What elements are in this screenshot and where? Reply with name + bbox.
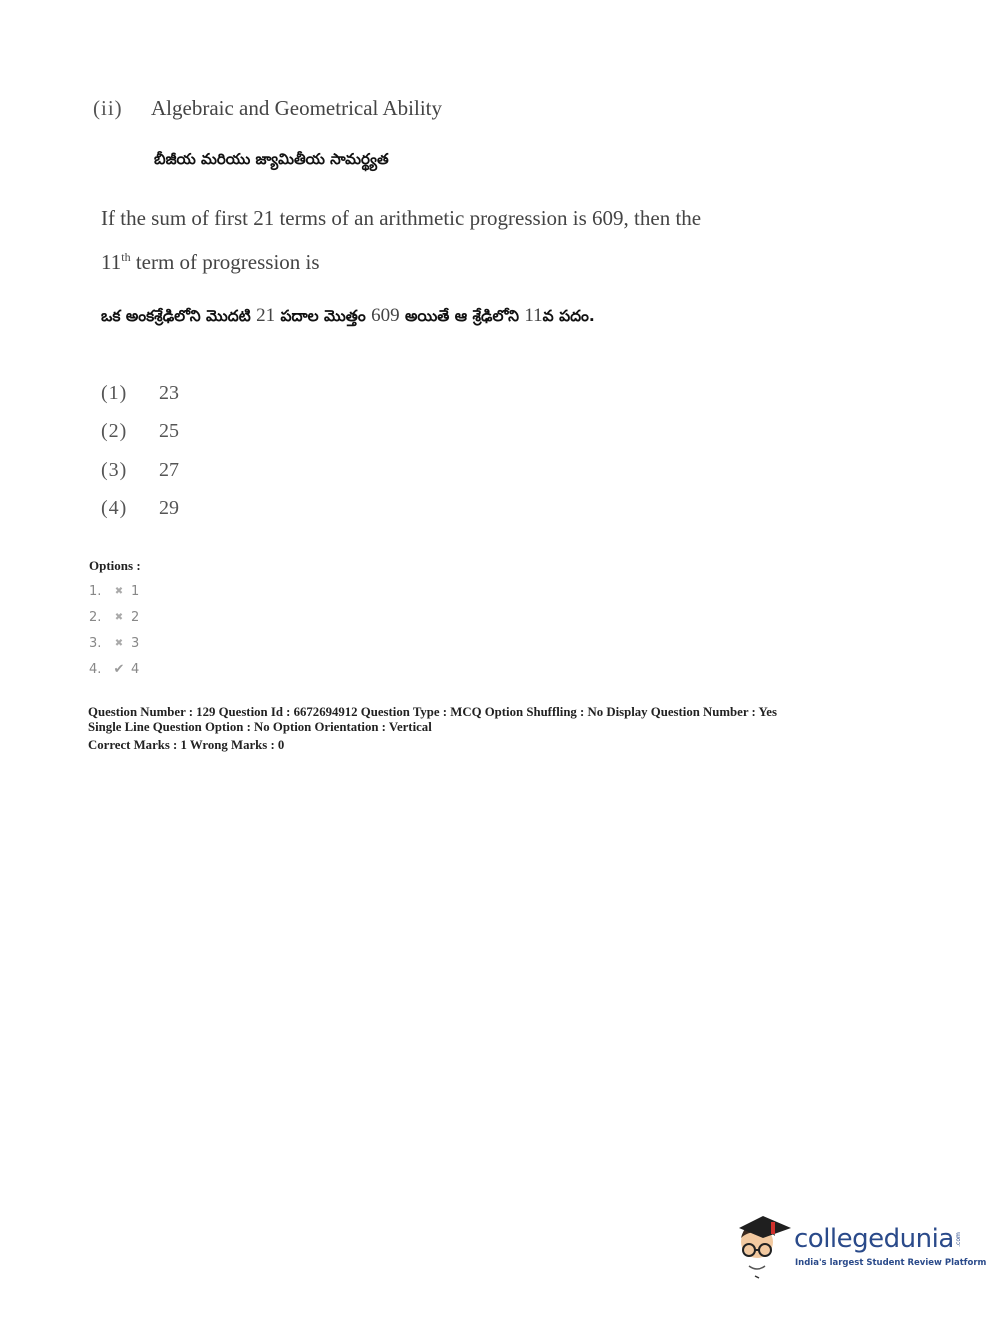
option-item [89, 578, 139, 604]
section-title-telugu: బీజీయ మరియు జ్యామితీయ సామర్థ్యత [154, 150, 389, 168]
choice-label: (4) [101, 497, 128, 520]
section-title: Algebraic and Geometrical Ability [151, 96, 442, 120]
metadata-line: Single Line Question Option : No Option Orientation : Vertical [88, 719, 432, 734]
logo-suffix: .com [954, 1232, 962, 1247]
question-line-2-rest: term of progression is [130, 250, 320, 274]
option-number: 3. [89, 635, 102, 651]
option-value: 3 [131, 635, 140, 651]
logo-wordmark: collegedunia [794, 1224, 954, 1254]
options-heading: Options : [89, 558, 141, 573]
option-item [89, 630, 139, 656]
choice-value: 25 [159, 420, 179, 443]
answer-choice [101, 490, 179, 529]
answer-choice [101, 451, 179, 490]
option-value: 2 [131, 609, 140, 625]
question-te-part: వ పదం. [542, 307, 595, 325]
question-metadata [88, 705, 777, 753]
option-number: 4. [89, 661, 102, 677]
question-english [101, 199, 781, 282]
choice-value: 23 [159, 381, 179, 404]
choice-label: (3) [101, 458, 128, 481]
question-line-2 [101, 238, 781, 282]
question-te-part: అయితే ఆ శ్రేఢిలోని [399, 307, 525, 325]
options-list [89, 578, 139, 682]
choice-label: (1) [101, 381, 128, 404]
logo-tagline: India's largest Student Review Platform [795, 1258, 987, 1268]
option-value: 1 [131, 583, 140, 599]
term-suffix: th [121, 250, 131, 264]
metadata-line: Question Number : 129 Question Id : 6672694912 Question Type : MCQ Option Shuffling : No Display Question Number : Yes [88, 705, 777, 719]
answer-choice [101, 374, 179, 413]
section-number: (ii) [93, 96, 123, 120]
option-number: 2. [89, 609, 102, 625]
option-value: 4 [131, 661, 140, 677]
question-telugu [101, 305, 595, 329]
term-number: 11 [101, 250, 122, 274]
answer-choice [101, 413, 179, 452]
option-item [89, 604, 139, 630]
metadata-line: Correct Marks : 1 Wrong Marks : 0 [88, 738, 285, 752]
question-te-part: పదాల మొత్తం [275, 307, 372, 325]
checkmark-icon: ✔ [113, 661, 125, 677]
question-te-number: 11 [524, 305, 543, 326]
question-line-1: If the sum of first 21 terms of an arithmetic progression is 609, then the [101, 206, 702, 230]
broken-image-icon: ✖ [114, 611, 124, 623]
question-te-number: 609 [371, 305, 400, 326]
broken-image-icon: ✖ [114, 585, 124, 597]
choice-label: (2) [101, 420, 128, 443]
question-te-part: ఒక అంకశ్రేఢిలోని మొదటి [101, 307, 257, 325]
question-te-number: 21 [256, 305, 276, 326]
answer-choices [101, 374, 179, 528]
choice-value: 27 [159, 458, 179, 481]
broken-image-icon: ✖ [114, 637, 124, 649]
option-item [89, 656, 139, 682]
choice-value: 29 [159, 497, 179, 520]
option-number: 1. [89, 583, 102, 599]
